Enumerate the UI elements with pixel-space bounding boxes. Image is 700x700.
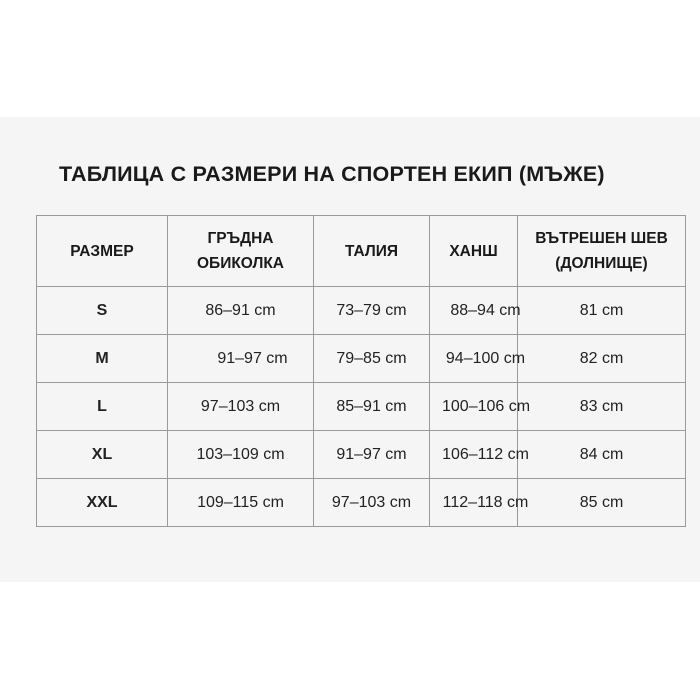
size-label: L: [37, 383, 168, 431]
header-size: РАЗМЕР: [37, 216, 168, 287]
inseam-value: 84 cm: [518, 431, 686, 479]
header-inseam: ВЪТРЕШЕН ШЕВ (ДОЛНИЩЕ): [518, 216, 686, 287]
header-row: [37, 216, 686, 287]
hip-value: 88–94 cm: [430, 287, 518, 335]
chart-title: ТАБЛИЦА С РАЗМЕРИ НА СПОРТЕН ЕКИП (МЪЖЕ): [59, 162, 605, 186]
hip-value: 112–118 cm: [430, 479, 518, 527]
chest-value: 86–91 cm: [168, 287, 314, 335]
size-label: S: [37, 287, 168, 335]
table-row: [37, 287, 686, 335]
waist-value: 91–97 cm: [314, 431, 430, 479]
table-row: [37, 431, 686, 479]
waist-value: 79–85 cm: [314, 335, 430, 383]
chest-value: 91–97 cm: [168, 335, 314, 383]
table-row: [37, 479, 686, 527]
size-label: M: [37, 335, 168, 383]
header-waist: ТАЛИЯ: [314, 216, 430, 287]
inseam-value: 85 cm: [518, 479, 686, 527]
table-row: [37, 383, 686, 431]
chest-value: 103–109 cm: [168, 431, 314, 479]
inseam-value: 82 cm: [518, 335, 686, 383]
waist-value: 73–79 cm: [314, 287, 430, 335]
chest-value: 97–103 cm: [168, 383, 314, 431]
hip-value: 100–106 cm: [430, 383, 518, 431]
table-row: [37, 335, 686, 383]
size-label: XXL: [37, 479, 168, 527]
chest-value: 109–115 cm: [168, 479, 314, 527]
header-hip: ХАНШ: [430, 216, 518, 287]
size-table: [36, 215, 686, 527]
waist-value: 85–91 cm: [314, 383, 430, 431]
waist-value: 97–103 cm: [314, 479, 430, 527]
hip-value: 106–112 cm: [430, 431, 518, 479]
inseam-value: 81 cm: [518, 287, 686, 335]
size-label: XL: [37, 431, 168, 479]
inseam-value: 83 cm: [518, 383, 686, 431]
header-chest: ГРЪДНА ОБИКОЛКА: [168, 216, 314, 287]
hip-value: 94–100 cm: [430, 335, 518, 383]
